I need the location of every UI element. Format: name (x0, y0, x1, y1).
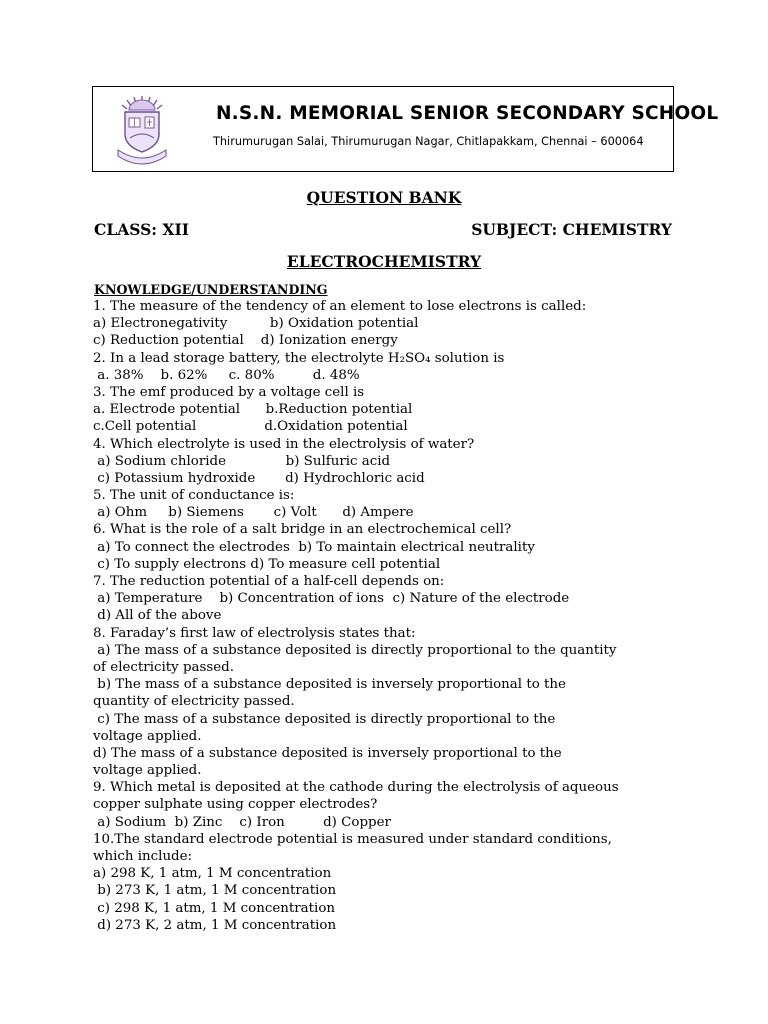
school-address: Thirumurugan Salai, Thirumurugan Nagar, Chitlapakkam, Chennai – 600064 (213, 135, 644, 148)
question-line: d) All of the above (93, 608, 222, 624)
question-line: a) To connect the electrodes b) To maintain electrical neutrality (93, 539, 535, 555)
question-line: c) Reduction potential d) Ionization energy (93, 333, 398, 349)
question-line: 7. The reduction potential of a half-cell depends on: (93, 574, 445, 589)
question-line: a) The mass of a substance deposited is directly proportional to the quantity (93, 642, 617, 658)
school-crest-icon (113, 94, 171, 166)
question-line: 8. Faraday’s first law of electrolysis states that: (93, 625, 416, 641)
school-header (92, 86, 719, 172)
question-line: a. Electrode potential b.Reduction potential (93, 402, 413, 418)
question-line: a) 298 K, 1 atm, 1 M concentration (93, 866, 332, 882)
document-title: QUESTION BANK (306, 188, 462, 207)
question-line: b) 273 K, 1 atm, 1 M concentration (93, 883, 337, 899)
question-line: copper sulphate using copper electrodes? (93, 797, 378, 813)
question-line: a. 38% b. 62% c. 80% d. 48% (93, 367, 360, 383)
question-line: d) The mass of a substance deposited is inversely proportional to the (93, 745, 562, 761)
question-line: of electricity passed. (93, 659, 235, 675)
question-line: voltage applied. (93, 763, 202, 779)
question-line: 1. The measure of the tendency of an element to lose electrons is called: (93, 299, 587, 314)
question-line: 2. In a lead storage battery, the electrolyte H₂SO₄ solution is (93, 350, 505, 366)
question-line: c) The mass of a substance deposited is directly proportional to the (93, 711, 556, 727)
question-line: 3. The emf produced by a voltage cell is (93, 384, 365, 400)
question-line: voltage applied. (93, 728, 202, 744)
question-line: a) Ohm b) Siemens c) Volt d) Ampere (93, 505, 414, 521)
question-line: a) Sodium b) Zinc c) Iron d) Copper (93, 814, 391, 830)
question-line: c.Cell potential d.Oxidation potential (93, 419, 408, 435)
subject-label: SUBJECT: CHEMISTRY (471, 220, 672, 239)
question-line: a) Temperature b) Concentration of ions c) Nature of the electrode (93, 591, 570, 607)
section-heading: KNOWLEDGE/UNDERSTANDING (94, 282, 328, 297)
question-line: a) Sodium chloride b) Sulfuric acid (93, 453, 391, 469)
question-line: c) To supply electrons d) To measure cell potential (93, 556, 441, 572)
class-subject-row (94, 220, 672, 242)
topic-title: ELECTROCHEMISTRY (286, 252, 482, 271)
question-line: d) 273 K, 2 atm, 1 M concentration (93, 917, 337, 933)
question-line: 5. The unit of conductance is: (93, 488, 295, 504)
question-line: 4. Which electrolyte is used in the electrolysis of water? (93, 436, 475, 452)
question-line: c) 298 K, 1 atm, 1 M concentration (93, 900, 336, 916)
document-title-row (0, 188, 768, 207)
question-line: 9. Which metal is deposited at the cathode during the electrolysis of aqueous (93, 780, 619, 796)
question-line: b) The mass of a substance deposited is inversely proportional to the (93, 677, 566, 693)
school-name: N.S.N. MEMORIAL SENIOR SECONDARY SCHOOL (216, 103, 719, 124)
question-line: quantity of electricity passed. (93, 694, 295, 710)
question-line: which include: (93, 849, 193, 864)
question-line: a) Electronegativity b) Oxidation potential (93, 316, 419, 332)
question-list (93, 298, 693, 934)
class-label: CLASS: XII (94, 220, 189, 239)
question-line: 10.The standard electrode potential is measured under standard conditions, (93, 831, 612, 847)
topic-title-row (0, 252, 768, 271)
question-line: 6. What is the role of a salt bridge in an electrochemical cell? (93, 522, 512, 538)
question-line: c) Potassium hydroxide d) Hydrochloric acid (93, 470, 425, 486)
